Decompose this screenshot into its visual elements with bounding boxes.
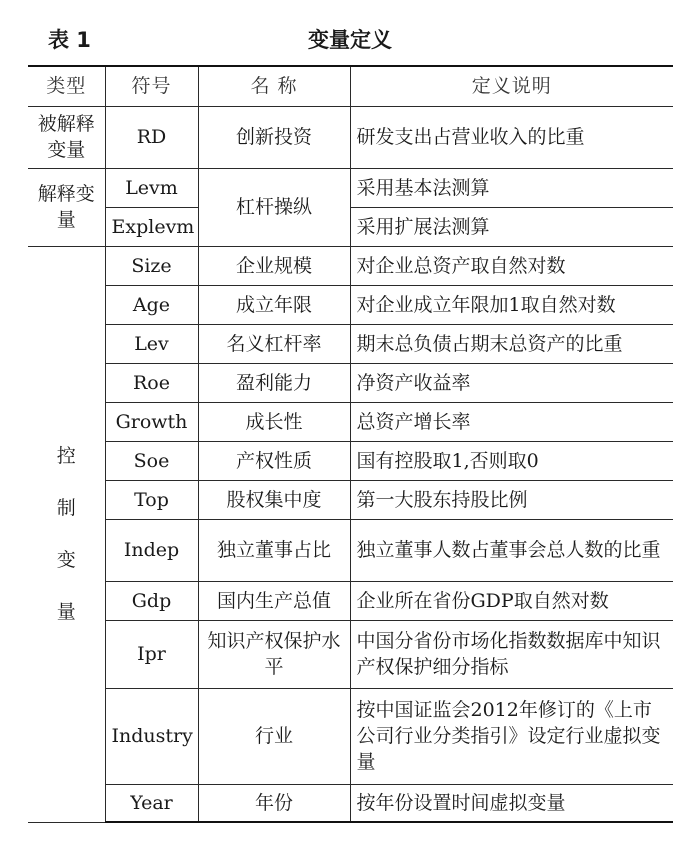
definition-cell: 净资产收益率 bbox=[350, 363, 673, 402]
table-row bbox=[28, 581, 673, 620]
definition-cell: 国有控股取1,否则取0 bbox=[350, 441, 673, 480]
definition-cell: 按年份设置时间虚拟变量 bbox=[350, 784, 673, 822]
definition-cell: 按中国证监会2012年修订的《上市公司行业分类指引》设定行业虚拟变量 bbox=[350, 688, 673, 784]
type-control bbox=[28, 246, 105, 822]
name-cell: 成长性 bbox=[198, 402, 350, 441]
table-row bbox=[28, 106, 673, 168]
definition-cell: 独立董事人数占董事会总人数的比重 bbox=[350, 519, 673, 581]
table-row bbox=[28, 519, 673, 581]
name-cell: 行业 bbox=[198, 688, 350, 784]
definition-cell: 期末总负债占期末总资产的比重 bbox=[350, 324, 673, 363]
table-row bbox=[28, 784, 673, 822]
symbol-cell: Age bbox=[105, 285, 198, 324]
header-definition: 定义说明 bbox=[350, 66, 673, 106]
definition-cell: 采用扩展法测算 bbox=[350, 207, 673, 246]
name-cell: 成立年限 bbox=[198, 285, 350, 324]
name-cell: 产权性质 bbox=[198, 441, 350, 480]
definition-cell: 对企业总资产取自然对数 bbox=[350, 246, 673, 285]
symbol-cell: RD bbox=[105, 106, 198, 168]
definition-cell: 研发支出占营业收入的比重 bbox=[350, 106, 673, 168]
type-control-label: 控制变量 bbox=[56, 445, 76, 623]
symbol-cell: Indep bbox=[105, 519, 198, 581]
symbol-cell: Explevm bbox=[105, 207, 198, 246]
name-cell: 盈利能力 bbox=[198, 363, 350, 402]
symbol-cell: Lev bbox=[105, 324, 198, 363]
name-cell: 名义杠杆率 bbox=[198, 324, 350, 363]
name-cell: 杠杆操纵 bbox=[198, 168, 350, 246]
table-row bbox=[28, 207, 673, 246]
definition-cell: 中国分省份市场化指数数据库中知识产权保护细分指标 bbox=[350, 620, 673, 688]
header-symbol: 符号 bbox=[105, 66, 198, 106]
table-row bbox=[28, 480, 673, 519]
name-cell: 股权集中度 bbox=[198, 480, 350, 519]
symbol-cell: Levm bbox=[105, 168, 198, 207]
definition-cell: 对企业成立年限加1取自然对数 bbox=[350, 285, 673, 324]
name-cell: 知识产权保护水平 bbox=[198, 620, 350, 688]
type-independent: 解释变量 bbox=[28, 168, 105, 246]
symbol-cell: Ipr bbox=[105, 620, 198, 688]
symbol-cell: Industry bbox=[105, 688, 198, 784]
name-cell: 企业规模 bbox=[198, 246, 350, 285]
symbol-cell: Gdp bbox=[105, 581, 198, 620]
table-row bbox=[28, 168, 673, 207]
name-cell: 年份 bbox=[198, 784, 350, 822]
name-cell: 创新投资 bbox=[198, 106, 350, 168]
table-row bbox=[28, 441, 673, 480]
name-cell: 独立董事占比 bbox=[198, 519, 350, 581]
variable-definition-table bbox=[28, 65, 673, 823]
symbol-cell: Size bbox=[105, 246, 198, 285]
name-cell: 国内生产总值 bbox=[198, 581, 350, 620]
table-title: 变量定义 bbox=[308, 28, 392, 52]
definition-cell: 采用基本法测算 bbox=[350, 168, 673, 207]
header-name: 名 称 bbox=[198, 66, 350, 106]
table-row bbox=[28, 324, 673, 363]
definition-cell: 企业所在省份GDP取自然对数 bbox=[350, 581, 673, 620]
table-row bbox=[28, 363, 673, 402]
symbol-cell: Top bbox=[105, 480, 198, 519]
table-row bbox=[28, 688, 673, 784]
table-row bbox=[28, 402, 673, 441]
table-number: 表 1 bbox=[48, 28, 91, 52]
table-caption bbox=[0, 24, 700, 64]
header-type: 类型 bbox=[28, 66, 105, 106]
symbol-cell: Roe bbox=[105, 363, 198, 402]
symbol-cell: Growth bbox=[105, 402, 198, 441]
definition-cell: 第一大股东持股比例 bbox=[350, 480, 673, 519]
table-row bbox=[28, 620, 673, 688]
table-row bbox=[28, 246, 673, 285]
symbol-cell: Year bbox=[105, 784, 198, 822]
symbol-cell: Soe bbox=[105, 441, 198, 480]
type-dependent: 被解释变量 bbox=[28, 106, 105, 168]
table-row bbox=[28, 285, 673, 324]
definition-cell: 总资产增长率 bbox=[350, 402, 673, 441]
header-row bbox=[28, 66, 673, 106]
